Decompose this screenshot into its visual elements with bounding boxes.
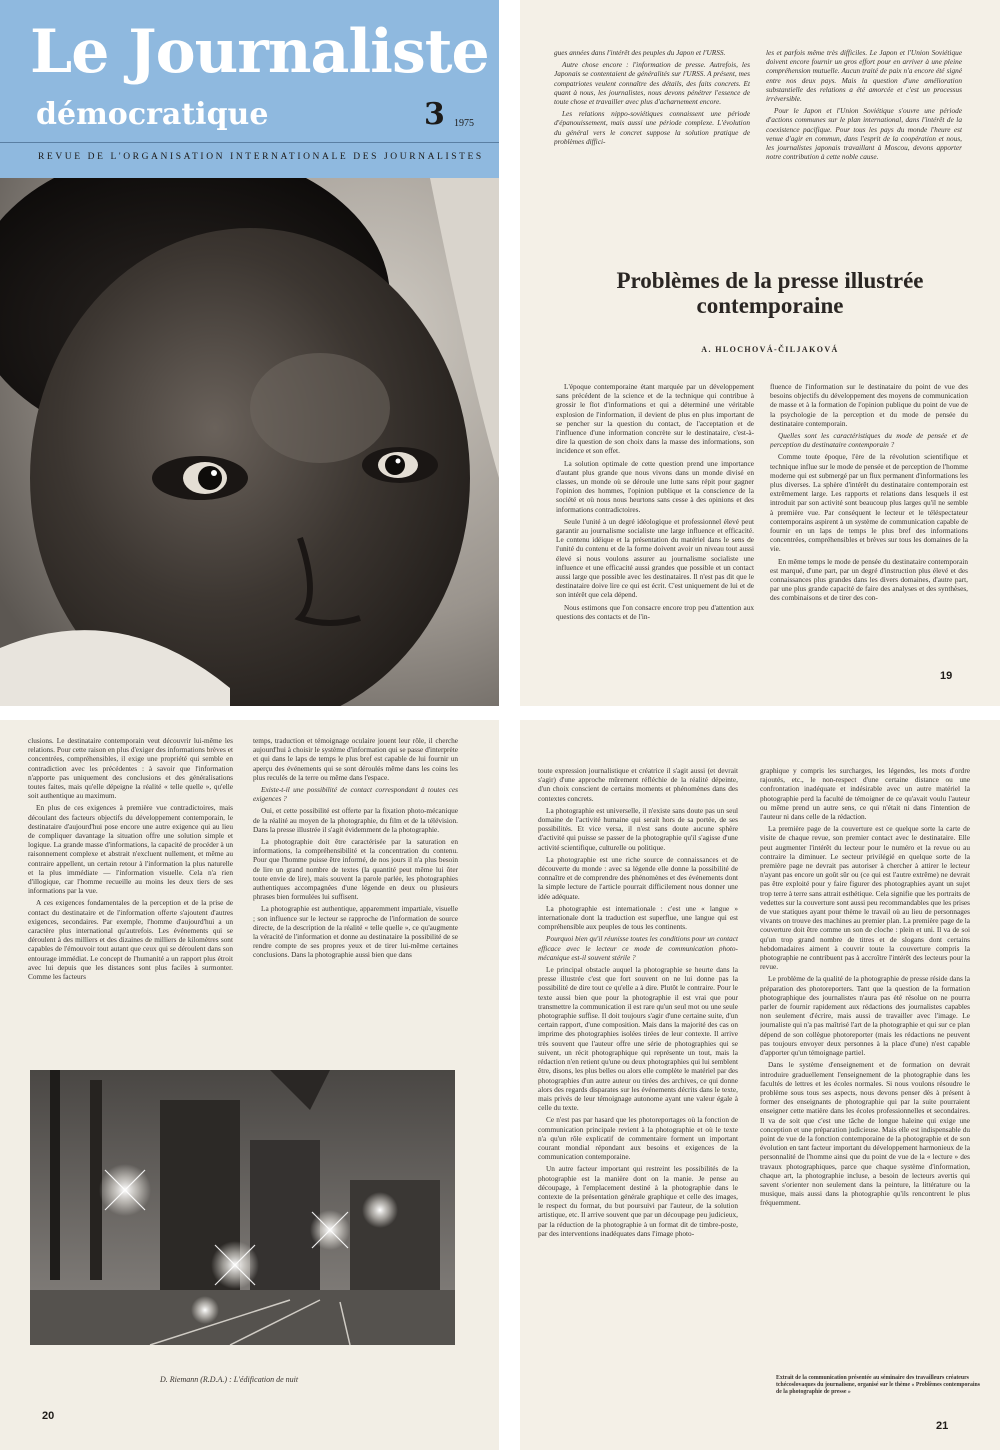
magazine-cover [0,0,499,706]
masthead-rule [0,142,499,143]
intro-column-left [554,48,750,184]
paragraph: gues années dans l'intérêt des peuples du Japon et l'URSS. [554,48,726,57]
magazine-title: Le Journaliste [30,17,489,87]
paragraph: Oui, et cette possibilité est offerte par la fixation photo-mécanique de la réalité au moyen de la photographie, du film et de la télévision. Dans la presse illustrée il s'agit évidemment de la photographie. [253,806,458,834]
footnote: Extrait de la communication présentée au séminaire des travailleurs créateurs tchécoslovaques du journalisme, organisé sur le thème « Problèmes contemporains de la photographie de presse » [776,1375,980,1395]
paragraph: Autre chose encore : l'information de presse. Autrefois, les Japonais se contentaient de généralités sur l'URSS. A présent, mes compatriotes veulent connaître des détails, des faits concrets. Et quant à nous, les journalistes, nous devons pénétrer l'essence de toute chose et travailler avec plus d'acharnement encore. [554,60,750,107]
paragraph: graphique y compris les surcharges, les légendes, les mots d'ordre rajoutés, etc., le non-respect d'une certaine distance ou une confrontation inadéquate et indésirable avec un autre matériel la photographie perd la faculté de témoigner de ce qu'avait voulu l'auteur ou même prend un autre sens, ce qui n'était ni dans l'intention de l'auteur ni dans celle de la rédaction. [760,766,970,822]
section-question: Existe-t-il une possibilité de contact correspondant à toutes ces exigences ? [253,785,458,804]
page-number: 19 [940,670,953,682]
paragraph: A ces exigences fondamentales de la perception et de la prise de contact du destinataire et de l'information offerte s'ajoutent d'autres exigences, secondaires. Par exemple, l'homme d'aujourd'hui a un caractère plus international qu'autrefois. Les événements qui se déroulent à des milliers et des dizaines de milliers de kilomètres sont capables de l'émouvoir tout autant que ceux qui se déroulent dans son entourage immédiat. Le concept de l'humanité a un rapport plus étroit avec lui depuis que les distances sont plus faciles à surmonter. Comme les facteurs [28,898,233,982]
article-title: Problèmes de la presse illustrée contemporaine [616,268,924,318]
paragraph: Comme toute époque, l'ère de la révolution scientifique et technique influe sur le mode de pensée et de perception de l'homme moderne qui est submergé par un flux permanent d'informations les plus diverses. La sphère d'intérêt du destinataire contemporain est extrêmement large. Les rapports et relations dans lesquels il est introduit par son activité sont beaucoup plus larges qu'il ne semble à première vue. Par conséquent le lecteur et le téléspectateur contemporains aspirent à un système de communication capable de fournir en un laps de temps le plus bref des informations concentrées, compréhensibles et brèves sur tous les domaines de la vie. [770,452,968,554]
paragraph: L'époque contemporaine étant marquée par un développement sans précédent de la science et de la technique qui contribue à grossir le flot d'informations et qui a déterminé une véritable explosion de l'information, il devient de plus en plus important de se pencher sur la question du contact, de l'acceptation et de l'influence d'une information concrète sur le destinataire, c'est-à-dire la question de son choix dans la masse des informations, son incidence et son effet. [556,382,754,456]
paragraph: Pour le Japon et l'Union Soviétique s'ouvre une période d'actions communes sur le plan international, dans l'intérêt de la coexistence pacifique. Pour tous les pays du monde l'heure est venue d'agir en commun, dans l'esprit de la coopération et nous, les journalistes japonais travaillant à Moscou, devons apporter notre contribution à cette noble cause. [766,106,962,162]
night-construction-photo [30,1070,455,1345]
page-number: 21 [936,1420,949,1432]
cover-portrait-photo [0,178,499,706]
paragraph: clusions. Le destinataire contemporain veut découvrir lui-même les relations. Pour cette raison en plus d'exiger des informations brèves et concentrées, compréhensibles, il exige une propriété qui semble en contradiction avec les précédentes : à savoir que l'information n'apporte pas uniquement des conclusions et des généralisations toutes faites, mais qu'elle dépeigne la réalité « telle quelle », qu'elle soit authentique au maximum. [28,736,233,801]
paragraph: En même temps le mode de pensée du destinataire contemporain est marqué, d'une part, par un degré d'instruction plus élevé et des connaissances plus grandes dans les divers domaines, d'autre part, par une plus grande capacité de faire des analyses et des synthèses, des combinaisons et de tirer des con- [770,556,968,603]
paragraph: La photographie est universelle, il n'existe sans doute pas un seul domaine de l'activité humaine qui serait hors de sa portée, de ses possibilités. Et vice versa, il n'est sans doute aucune sphère d'activité qui puisse se passer de la photographie qu'il s'agisse d'une activité scientifique, culturelle ou politique. [538,805,738,852]
paragraph: Dans le système d'enseignement et de formation on devrait introduire graduellement l'enseignement de la photographie dans les facultés de lettres et les écoles normales. Si nous voulons résoudre le problème sous tous ses aspects, nous devons penser dès à présent à former des enseignants de photographie qui par la suite pourraient enseigner cette matière dans les écoles professionnelles et secondaires. Il va de soit que c'est une tâche de longue haleine qui exige une conception et une préparation judicieuse. Mais elle est indispensable du point de vue de la fonction contemporaine de la photographie et de son évolution en tant facteur important du développement harmonieux de la personnalité de l'homme ainsi que du point de vue de la « lecture » des travaux photographiques, parce que chaque système d'information, chaque art, la photographie incluse, a besoin de lecteurs avertis qui savent s'orienter non seulement dans la peinture, la littérature ou la musique, mais aussi dans la photographie qu'ils rencontrent le plus fréquemment. [760,1060,970,1208]
photo-caption: D. Riemann (R.D.A.) : L'édification de nuit [160,1375,299,1384]
text-column-2 [760,766,970,1360]
paragraph: Un autre facteur important qui restreint les possibilités de la photographie est la manière dont on la manie. Je pense au découpage, à l'emplacement destiné à la photographie dans le contexte de la présentation générale graphique et celle des images, le respect du format, du but poursuivi par l'auteur, de la solution artistique, etc. Il arrive souvent que par un découpage peu judicieux, par la réduction de la photographie à un format dit de timbre-poste, par des interventions inadéquates dans l'image photo- [538,1164,738,1238]
masthead [0,0,499,178]
paragraph: Ce n'est pas par hasard que les photoreportages où la fonction de communication principale revient à la photographie et où le texte n'a qu'un rôle explicatif de commentaire forment un important courant mondial répondant aux besoins et exigences de la communication contemporaine. [538,1115,738,1162]
page-19 [520,0,1000,706]
text-column-2 [253,736,458,1058]
paragraph: Les relations nippo-soviétiques connaissent une période d'épanouissement, mais aussi une période complexe. L'évolution du général vers le concret suppose la solution pratique de problèmes diffici- [554,109,750,146]
paragraph: La photographie est internationale : c'est une « langue » internationale dont la traduction est superflue, une langue qui est compréhensible aux peuples de tous les continents. [538,903,738,932]
paragraph: Nous estimons que l'on consacre encore trop peu d'attention aux questions des contacts et de l'in- [556,602,754,621]
section-question: Quelles sont les caractéristiques du mode de pensée et de perception du destinataire contemporain ? [770,431,968,450]
paragraph: La photographie est une riche source de connaissances et de découverte du monde : avec sa légende elle donne la possibilité de connaître et de comprendre des phénomènes et des événements dont la simple lecture de l'article pourrait difficilement nous donner une idée adéquate. [538,854,738,901]
text-column-1 [538,766,738,1354]
section-question: Pourquoi bien qu'il réunisse toutes les conditions pour un contact efficace avec le lecteur ce mode de communication photo-mécanique est-il souvent stérile ? [538,934,738,962]
paragraph: toute expression journalistique et créatrice il s'agit aussi (et devrait s'agir) d'une approche mûrement réfléchie de la réalité dépeinte, d'un choix conscient de certains moments et phénomènes dans des contextes concrets. [538,766,738,803]
paragraph: En plus de ces exigences à première vue contradictoires, mais découlant des facteurs objectifs du développement contemporain, le destinataire d'aujourd'hui pose encore une autre exigence qui au lieu de compliquer davantage la situation offre une solution simple et logique. La grande masse d'informations, la capacité de procéder à un raisonnement complexe et abstrait n'excluent nullement, et même au contraire appellent, un certain retour à l'information la plus naturelle et la plus immédiate — l'information visuelle. Cela n'a rien d'illogique, car l'homme recueille au moins les deux tiers de ses informations par la vue. [28,803,233,896]
paragraph: Le problème de la qualité de la photographie de presse réside dans la préparation des photoreporters. Tant que la question de la formation photographique des journalistes n'aura pas été résolue on ne pourra parler de fournir rapidement aux rédactions des journalistes capables non seulement d'écrire, mais aussi de travailler avec l'image. Le journaliste qui n'a pas maîtrisé l'art de la photographie et qui sur ce plan dépend de son collègue photoreporter (mais les rédactions ne peuvent pas toujours envoyer deux personnes à la place d'une) n'est capable d'apporter qu'un témoignage partiel. [760,974,970,1058]
paragraph: La première page de la couverture est ce quelque sorte la carte de visite de chaque revue, son premier contact avec le destinataire. Elle peut augmenter l'intérêt du lecteur pour le numéro et la revue ou au contraire la diminuer. Le secteur privilégié en quelque sorte de la première page ne devrait pas autoriser à chercher à attirer le lecteur n'ayant pas encore un goût sûr ou (ce qui est l'autre extrême) ne devrait pas être exploité pour y faire figurer des photographies ayant un sujet trop terre à terre sans attrait esthétique. Cela signifie que les portraits de vedettes sur la couverture sont aussi peu recommandables que les prises de vue statiques ayant pour thème le travail où au lieu de personnages vivants on trouve des machines au premier plan. La première page de la couverture doit être comme un son de cloche : plein et uni. Il va de soi qu'un trop grand nombre de titres et de slogans dont certains hebdomadaires aiment à couvrir toute la couverture compris la photographie ne contribuent pas à accroître l'intérêt des lecteurs pour la revue. [760,824,970,972]
paragraph: Le principal obstacle auquel la photographie se heurte dans la presse illustrée c'est que fort souvent on ne lui donne pas la possibilité de dire tout ce qu'elle a à dire. Plutôt le contraire. Pour le texte aussi bien que pour la photographie il est vrai que pour transmettre la communication il est rare qu'un seul mot ou une seule photographie suffise. Il doit toujours s'agir d'une certaine suite, d'un certain rapport, d'une composition. Mais dans la majorité des cas on imprime des photographies isolées tirées de leur contexte. Il arrive très souvent que l'auteur offre une série de photographies qui se suivent, un récit photographique qui représente un tout, mais la rédaction n'en retient qu'une ou deux photographies qui lui semblent être, disons, les plus belles ou alors elle complète le matériel par des photographies d'un autre auteur ou tirées des archives, ce qui donne alors des regards disparates sur les événements décrits dans le texte, mais privés de leur témoignage autonome ayant une valeur égale à celle du texte. [538,965,738,1113]
paragraph: La photographie doit être caractérisée par la saturation en informations, la compréhensibilité et la concentration du contenu. Pour que l'homme puisse être informé, de nos jours il n'a plus besoin de lire un grand nombre de textes (la quantité peut même lui ôter toute envie de lire), mais souvent la parole parlée, les photographies authentiques accompagnées d'une légende en deux ou plusieurs phrases bien formulées lui suffisent. [253,837,458,902]
issue-year: 1975 [454,118,474,129]
page-number: 20 [42,1410,55,1422]
paragraph: temps, traduction et témoignage oculaire jouent leur rôle, il cherche aujourd'hui à choisir le système d'information qui se passe d'interprète et qui dans le laps de temps le plus bref est capable de lui fournir un aperçu des événements qui se sont déroulés même dans les coins les plus reculés de la terre ou même dans l'espace. [253,736,458,782]
article-column-left [556,382,754,667]
article-column-right [770,382,968,667]
paragraph: fluence de l'information sur le destinataire du point de vue des besoins objectifs du développement des moyens de communication de masse et à la formation de l'opinion publique du point de vue de la psychologie de la perception et du mode de pensée du destinataire contemporain. [770,382,968,428]
paragraph: La solution optimale de cette question prend une importance d'autant plus grande que nous vivons dans un monde divisé en classes, un monde où se déroule une lutte sans répit pour gagner l'opinion des hommes, l'opinion publique et la conscience de la société et où nous nous heurtons sans cesse à des opinions et des informations contradictoires. [556,458,754,514]
magazine-subtitle: démocratique [36,97,269,132]
article-author: A. HLOCHOVÁ-ČILJAKOVÁ [701,345,839,354]
intro-column-right [766,48,962,184]
child-portrait-illustration [0,178,499,706]
issue-number: 3 [424,97,445,132]
paragraph: Seule l'unité à un degré idéologique et professionnel élevé peut garantir au journalisme socialiste une large influence et efficacité. Le contenu idéique et la présentation du matériel dans le sens de l'unité du contenu et de la forme doivent avoir un niveau tout aussi élevé si nous voulons assurer au journalisme socialiste une influence et une efficacité aussi grandes que possible et un contact aussi large que possible avec les destinataires. Il n'est pas dit que le destinataire doive lire ce qui est écrit. C'est uniquement de lui et de son intérêt que cela dépend. [556,516,754,600]
paragraph: les et parfois même très difficiles. Le Japon et l'Union Soviétique doivent encore fournir un gros effort pour en arriver à une pleine compréhension mutuelle. Aucun traité de paix n'a encore été signé entre nos deux pays. Mais la question d'une amélioration substantielle des relations a été amorcée et c'est un processus irréversible. [766,48,962,104]
magazine-tagline: REVUE DE L'ORGANISATION INTERNATIONALE DES JOURNALISTES [38,152,484,162]
page-20 [0,720,499,1450]
page-21 [520,720,1000,1450]
paragraph: La photographie est authentique, apparemment impartiale, visuelle ; son influence sur le lecteur se rapproche de l'information de source directe, de la description de la réalité « telle quelle », ce qu'augmente la véracité de l'information et donne au destinataire la possibilité de se rendre compte de ses propres yeux et de tirer lui-même certaines conclusions. Dans la photographie aussi bien que dans [253,904,458,960]
night-construction-illustration [30,1070,455,1345]
text-column-1 [28,736,233,1058]
